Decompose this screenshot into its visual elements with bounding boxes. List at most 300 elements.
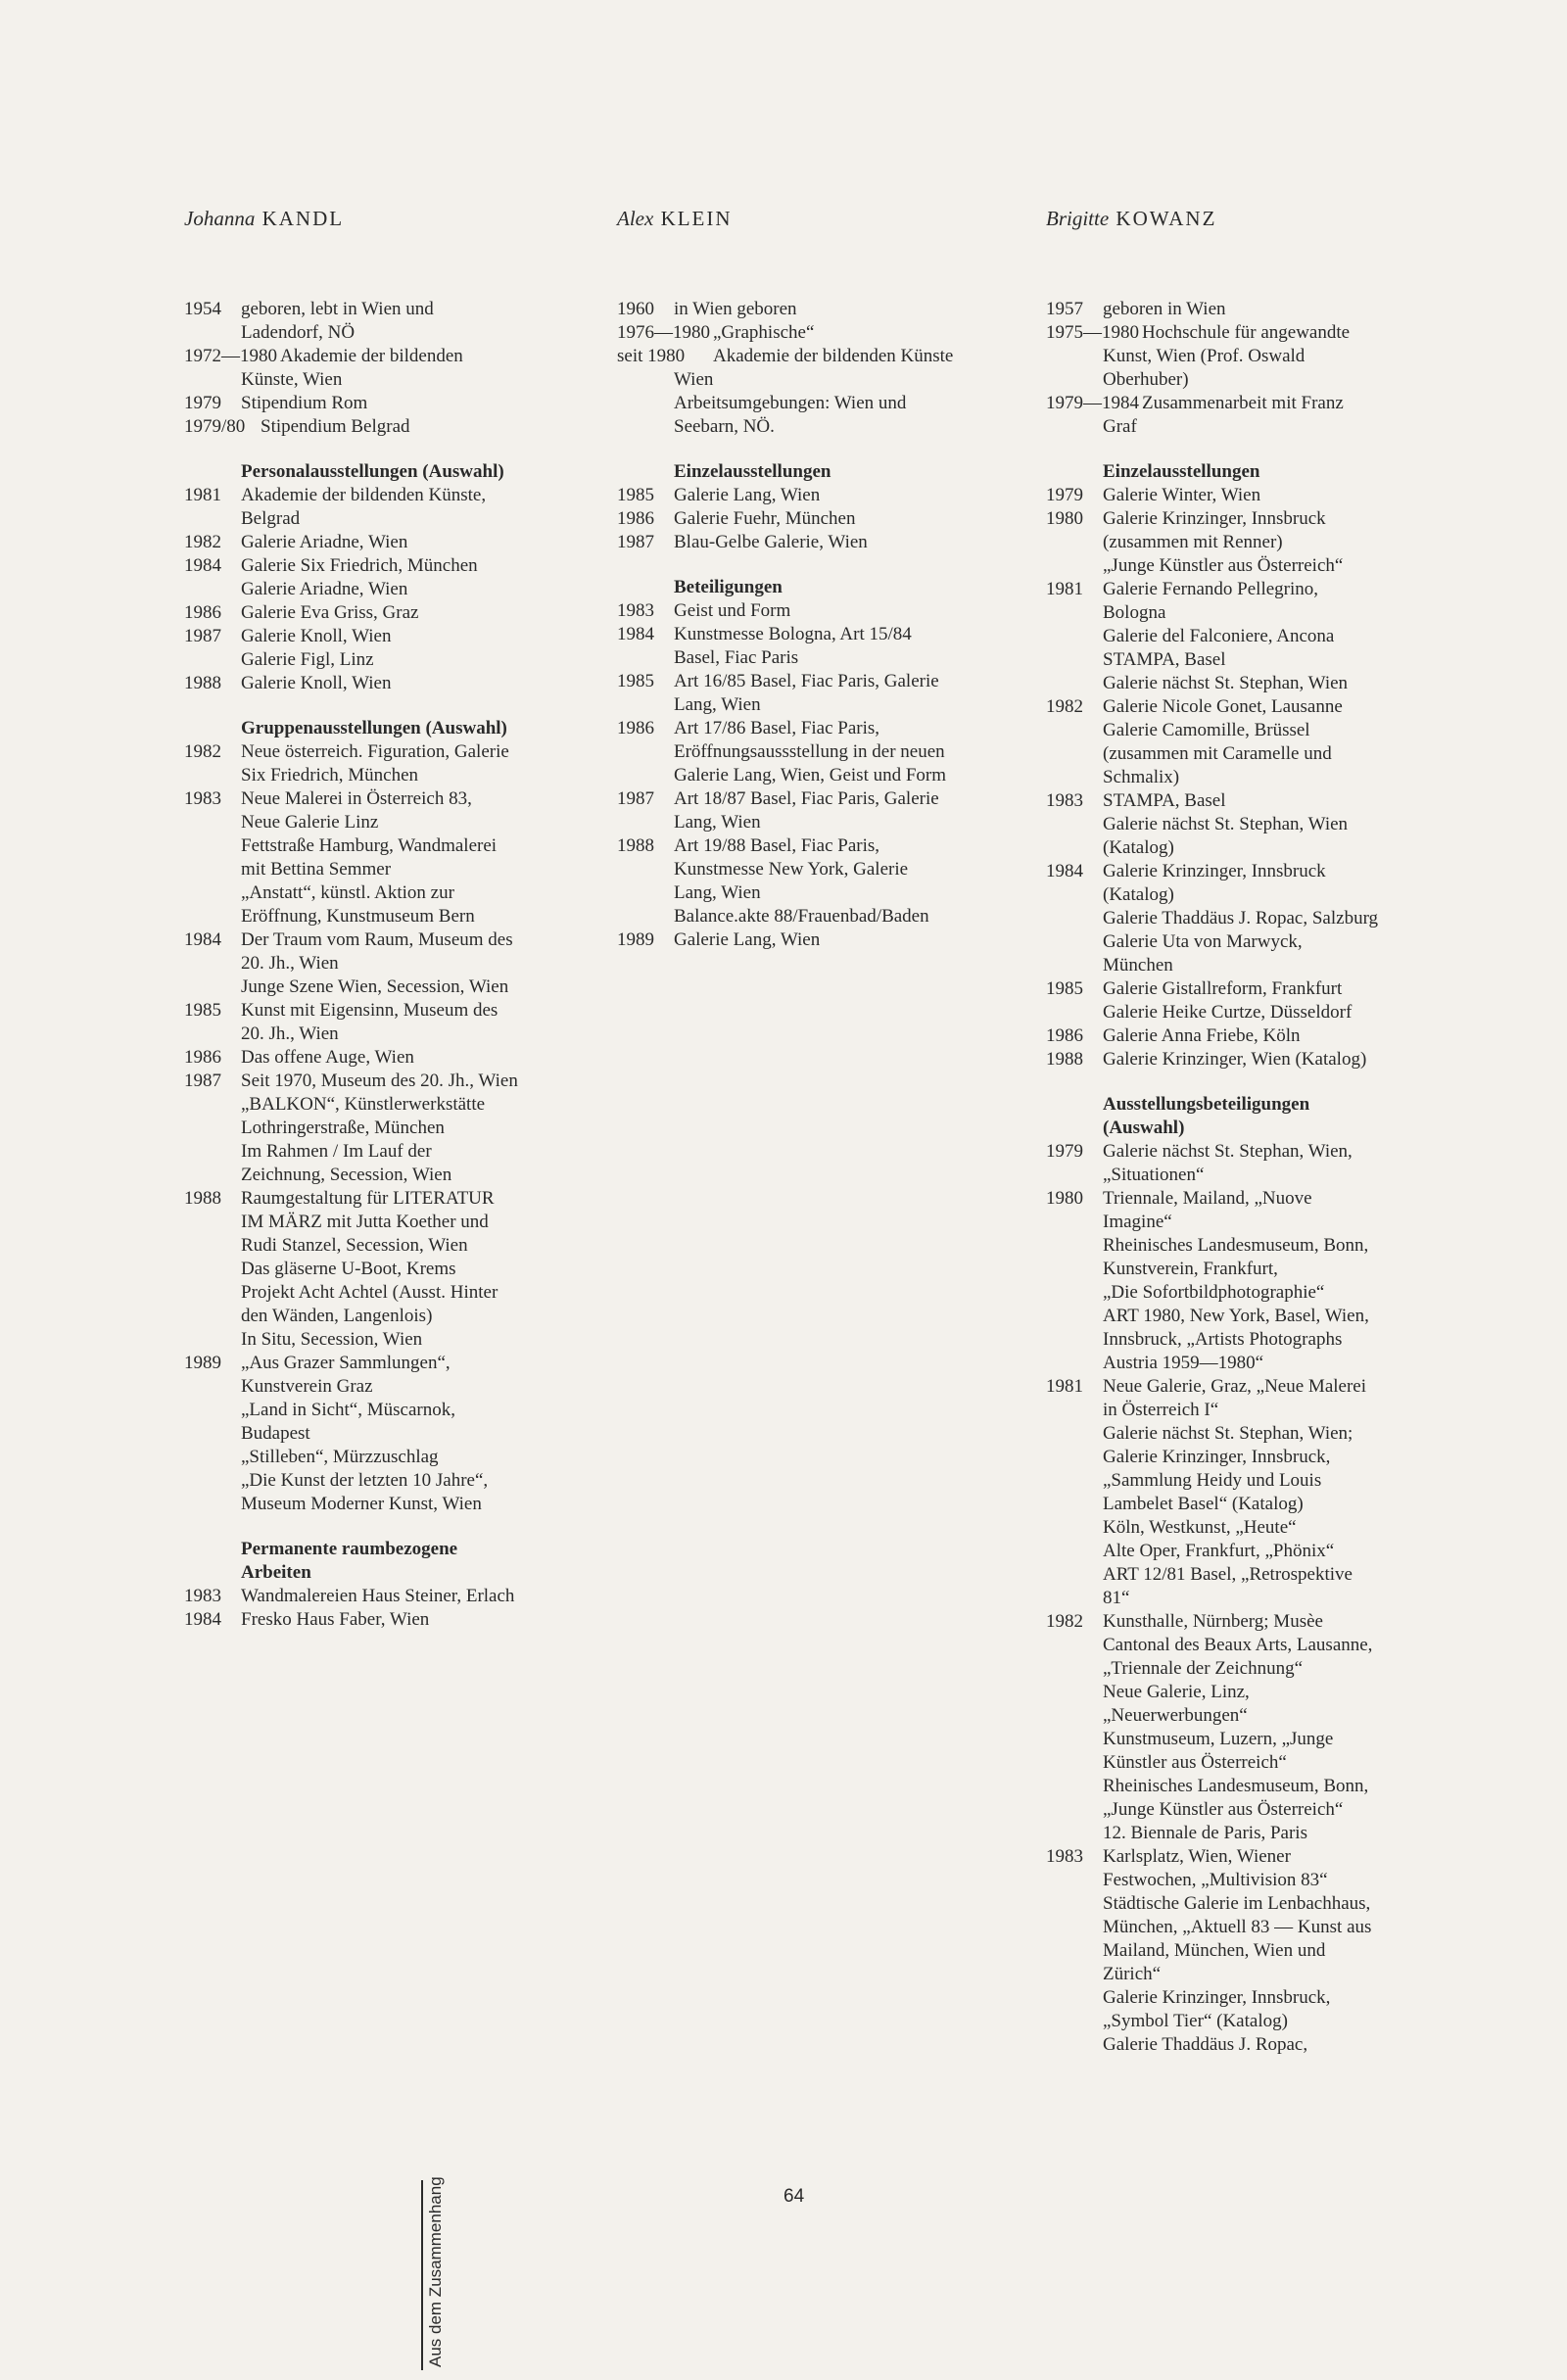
entry-text: Kunstmuseum, Luzern, „Junge [1103,1729,1334,1749]
entry-text: Galerie nächst St. Stephan, Wien [1103,673,1349,693]
entry-year: 1986 [617,718,654,738]
entry-year: 1983 [617,600,654,621]
entry-text: Akademie der bildenden [280,346,463,366]
entry-text: Galerie Nicole Gonet, Lausanne [1103,696,1343,717]
entry-text: Galerie Figl, Linz [241,649,374,670]
entry-row [1046,1001,1438,1024]
entry-year: 1984 [184,1609,221,1630]
artist-last-name: KOWANZ [1116,207,1217,230]
entry-text: Galerie Krinzinger, Innsbruck, [1103,1447,1331,1467]
entry-year: 1988 [1046,1049,1083,1070]
entry-text: Blau-Gelbe Galerie, Wien [674,532,868,552]
entry-row [1046,1963,1438,1986]
entry-text: Galerie Lang, Wien, Geist und Form [674,765,947,785]
entry-row [184,507,576,531]
entry-text: Kunstverein Graz [241,1376,373,1397]
entry-row [184,928,576,952]
entry-text: Galerie nächst St. Stephan, Wien [1103,814,1349,834]
entry-text: Budapest [241,1423,310,1444]
entry-year: 1984 [184,929,221,950]
entry-row [1046,1234,1438,1258]
entry-text: Galerie Ariadne, Wien [241,532,408,552]
entry-row [1046,1352,1438,1375]
entry-row [184,1023,576,1046]
entry-row [184,1608,576,1632]
entry-row [184,578,576,601]
entry-row [184,298,576,321]
entry-row [1046,368,1438,392]
entry-row [1046,1305,1438,1328]
entry-text: Akademie der bildenden Künste [713,346,954,366]
entry-year: 1981 [1046,1376,1083,1397]
entry-row [1046,813,1438,836]
entry-text: „Die Kunst der letzten 10 Jahre“, [241,1470,489,1491]
entry-text: Art 17/86 Basel, Fiac Paris, [674,718,880,738]
entry-row [617,321,1009,345]
entry-text: Lang, Wien [674,882,761,903]
entry-row [1046,1634,1438,1657]
entry-year: 1986 [184,602,221,623]
section-block [1046,298,1438,439]
entry-row [184,858,576,881]
entry-text: Zusammenarbeit mit Franz [1142,393,1344,413]
entry-text: ART 1980, New York, Basel, Wien, [1103,1306,1369,1326]
entry-row [1046,1657,1438,1681]
entry-row [1046,1587,1438,1610]
entry-text: Galerie Heike Curtze, Düsseldorf [1103,1002,1353,1023]
entry-row [1046,695,1438,719]
entry-year: 1985 [617,671,654,691]
entry-row [1046,601,1438,625]
entry-text: „Neuerwerbungen“ [1103,1705,1248,1726]
entry-year: 1976—1980 [617,322,710,343]
entry-year: 1987 [617,788,654,809]
entry-row [184,905,576,928]
section-heading: Einzelausstellungen [674,461,831,482]
section-heading: Ausstellungsbeteiligungen [1103,1094,1310,1115]
entry-text: Junge Szene Wien, Secession, Wien [241,976,509,997]
entry-text: Galerie Knoll, Wien [241,626,392,646]
section-block [617,460,1009,554]
entry-text: in Österreich I“ [1103,1400,1219,1420]
entry-text: Der Traum vom Raum, Museum des [241,929,513,950]
entry-text: „Land in Sicht“, Müscarnok, [241,1400,455,1420]
entry-row [1046,1869,1438,1892]
entry-row [184,811,576,834]
entry-row [184,1164,576,1187]
entry-text: Alte Oper, Frankfurt, „Phönix“ [1103,1541,1335,1561]
entry-row [184,1375,576,1399]
entry-text: „BALKON“, Künstlerwerkstätte [241,1094,486,1115]
section-block [184,298,576,439]
artist-first-name: Johanna [184,207,256,230]
entry-year: 1960 [617,299,654,319]
entry-row [1046,1939,1438,1963]
entry-text: Lambelet Basel“ (Katalog) [1103,1494,1304,1514]
entry-row [1046,298,1438,321]
entry-row [184,764,576,787]
entry-text: Kunstverein, Frankfurt, [1103,1259,1278,1279]
entry-text: Akademie der bildenden Künste, [241,485,487,505]
entry-row [617,834,1009,858]
entry-text: Galerie Thaddäus J. Ropac, Salzburg [1103,908,1379,928]
entry-row [184,1117,576,1140]
entry-row [617,507,1009,531]
entry-text: Künstler aus Österreich“ [1103,1752,1287,1773]
entry-year: 1972—1980 [184,346,277,366]
entry-row [617,484,1009,507]
entry-year: 1982 [1046,1611,1083,1632]
entry-row [1046,954,1438,977]
entry-text: Galerie Krinzinger, Wien (Katalog) [1103,1049,1367,1070]
entry-year: 1986 [1046,1025,1083,1046]
entry-text: Zeichnung, Secession, Wien [241,1165,452,1185]
entry-row [184,1328,576,1352]
entry-row [1046,484,1438,507]
entry-text: Projekt Acht Achtel (Ausst. Hinter [241,1282,499,1303]
entry-row [1046,766,1438,789]
entry-text: „Sammlung Heidy und Louis [1103,1470,1322,1491]
entry-row [617,764,1009,787]
entry-text: Seebarn, NÖ. [674,416,775,437]
entry-row [1046,1469,1438,1493]
entry-year: 1982 [1046,696,1083,717]
entry-row [184,1469,576,1493]
entry-row [1046,1493,1438,1516]
entry-row [1046,1986,1438,2010]
entry-text: Neue Galerie Linz [241,812,379,833]
entry-row [1046,883,1438,907]
entry-text: Köln, Westkunst, „Heute“ [1103,1517,1297,1538]
entry-text: Künste, Wien [241,369,343,390]
entry-text: ART 12/81 Basel, „Retrospektive [1103,1564,1353,1585]
section-block [1046,1093,1438,2057]
entry-row [1046,1610,1438,1634]
entry-text: Cantonal des Beaux Arts, Lausanne, [1103,1635,1373,1655]
entry-row [1046,672,1438,695]
entry-text: 20. Jh., Wien [241,1023,339,1044]
entry-year: 1981 [1046,579,1083,599]
section-block [184,717,576,1516]
entry-row [1046,1775,1438,1798]
entry-text: Imagine“ [1103,1212,1172,1232]
entry-text: Galerie nächst St. Stephan, Wien, [1103,1141,1353,1162]
entry-row [617,717,1009,740]
section-heading: Gruppenausstellungen (Auswahl) [241,718,507,738]
entry-row [184,1093,576,1117]
entry-text: Stipendium Rom [241,393,368,413]
entry-text: Eröffnung, Kunstmuseum Bern [241,906,475,927]
entry-row [1046,2010,1438,2033]
entry-year: seit 1980 [617,346,686,366]
entry-text: Rheinisches Landesmuseum, Bonn, [1103,1776,1369,1796]
section-heading: Personalausstellungen (Auswahl) [241,461,504,482]
entry-year: 1984 [1046,861,1083,881]
entry-year: 1984 [617,624,654,644]
entry-text: den Wänden, Langenlois) [241,1306,433,1326]
entry-row [1046,1563,1438,1587]
entry-row [184,881,576,905]
entry-row [184,1585,576,1608]
section-block [184,1538,576,1632]
entry-row [1046,1024,1438,1048]
entry-text: Kunst mit Eigensinn, Museum des [241,1000,499,1021]
entry-text: Art 18/87 Basel, Fiac Paris, Galerie [674,788,939,809]
entry-row [1046,625,1438,648]
entry-text: Neue Malerei in Österreich 83, [241,788,472,809]
artist-first-name: Brigitte [1046,207,1110,230]
entry-row [617,787,1009,811]
entry-text: Zürich“ [1103,1964,1162,1984]
entry-row [1046,1728,1438,1751]
entry-text: „Situationen“ [1103,1165,1205,1185]
entry-text: Das gläserne U-Boot, Krems [241,1259,456,1279]
entry-text: Galerie Fuehr, München [674,508,856,529]
entry-text: Galerie nächst St. Stephan, Wien; [1103,1423,1353,1444]
entry-year: 1985 [184,1000,221,1021]
entry-text: STAMPA, Basel [1103,649,1226,670]
entry-row [184,1258,576,1281]
entry-year: 1979 [1046,485,1083,505]
entry-year: 1983 [184,788,221,809]
entry-text: Lang, Wien [674,694,761,715]
entry-row [184,1046,576,1070]
entry-text: Six Friedrich, München [241,765,419,785]
entry-row [184,1422,576,1446]
entry-row [184,648,576,672]
artist-last-name: KANDL [261,207,345,230]
entry-row [617,345,1009,368]
entry-text: Kunstmesse Bologna, Art 15/84 [674,624,912,644]
entry-row [184,1140,576,1164]
entry-text: Lothringerstraße, München [241,1118,445,1138]
entry-row [184,787,576,811]
entry-text: Stipendium Belgrad [261,416,410,437]
entry-year: 1979 [184,393,221,413]
entry-row [1046,1164,1438,1187]
entry-text: „Triennale der Zeichnung“ [1103,1658,1303,1679]
entry-text: „Stilleben“, Mürzzuschlag [241,1447,439,1467]
entry-year: 1983 [184,1586,221,1606]
entry-year: 1957 [1046,299,1083,319]
entry-row [617,415,1009,439]
entry-text: Galerie Krinzinger, Innsbruck [1103,861,1326,881]
entry-year: 1975—1980 [1046,322,1139,343]
entry-row [617,531,1009,554]
entry-text: Art 19/88 Basel, Fiac Paris, [674,835,880,856]
entry-text: Triennale, Mailand, „Nuove [1103,1188,1312,1209]
entry-row [184,1493,576,1516]
entry-row [184,952,576,976]
section-block [617,298,1009,439]
entry-text: „Graphische“ [713,322,815,343]
entry-text: Galerie del Falconiere, Ancona [1103,626,1335,646]
entry-row [1046,531,1438,554]
entry-row [617,599,1009,623]
entry-text: Rudi Stanzel, Secession, Wien [241,1235,468,1256]
entry-year: 1987 [184,1071,221,1091]
entry-row [617,881,1009,905]
entry-text: Rheinisches Landesmuseum, Bonn, [1103,1235,1369,1256]
entry-text: geboren in Wien [1103,299,1226,319]
entry-text: Galerie Camomille, Brüssel [1103,720,1310,740]
entry-row [617,740,1009,764]
entry-row [1046,1187,1438,1211]
entry-year: 1986 [617,508,654,529]
entry-year: 1983 [1046,1846,1083,1867]
entry-text: Galerie Fernando Pellegrino, [1103,579,1319,599]
entry-row [184,740,576,764]
entry-text: IM MÄRZ mit Jutta Koether und [241,1212,489,1232]
entry-text: Oberhuber) [1103,369,1189,390]
entry-text: München [1103,955,1173,976]
entry-row [1046,789,1438,813]
entry-row [1046,1704,1438,1728]
series-marker [421,2176,447,2370]
section-block [184,460,576,695]
entry-row [617,811,1009,834]
entry-text: Galerie Gistallreform, Frankfurt [1103,978,1343,999]
entry-text: Galerie Six Friedrich, München [241,555,478,576]
entry-row [184,554,576,578]
entry-row [184,601,576,625]
entry-text: In Situ, Secession, Wien [241,1329,423,1350]
entry-row [617,623,1009,646]
entry-year: 1989 [184,1353,221,1373]
entry-row [184,484,576,507]
entry-row [617,392,1009,415]
series-label: Aus dem Zusammenhang [426,2176,445,2367]
entry-text: Galerie Thaddäus J. Ropac, [1103,2034,1308,2055]
entry-year: 1988 [184,1188,221,1209]
entry-text: Hochschule für angewandte [1142,322,1351,343]
artist-name [617,207,733,231]
entry-year: 1980 [1046,508,1083,529]
entry-text: „Junge Künstler aus Österreich“ [1103,1799,1344,1820]
entry-row [184,345,576,368]
section-block [617,576,1009,952]
entry-text: Fresko Haus Faber, Wien [241,1609,430,1630]
entry-year: 1981 [184,485,221,505]
entry-row [1046,1446,1438,1469]
entry-row [1046,719,1438,742]
entry-row [184,1399,576,1422]
entry-year: 1980 [1046,1188,1083,1209]
entry-text: Galerie Krinzinger, Innsbruck [1103,508,1326,529]
artist-name [1046,207,1216,231]
entry-text: (Katalog) [1103,837,1174,858]
section-heading: Permanente raumbezogene [241,1539,458,1559]
entry-text: Festwochen, „Multivision 83“ [1103,1870,1328,1890]
entry-row [184,672,576,695]
entry-year: 1984 [184,555,221,576]
section-heading: Beteiligungen [674,577,783,597]
entry-row [184,1187,576,1211]
entry-year: 1988 [184,673,221,693]
entry-text: Innsbruck, „Artists Photographs [1103,1329,1343,1350]
entry-text: Geist und Form [674,600,791,621]
entry-text: Im Rahmen / Im Lauf der [241,1141,432,1162]
entry-row [184,1281,576,1305]
entry-row [1046,1211,1438,1234]
entry-text: Arbeitsumgebungen: Wien und [674,393,907,413]
entry-year: 1985 [617,485,654,505]
entry-row [1046,1422,1438,1446]
entry-text: Balance.akte 88/Frauenbad/Baden [674,906,929,927]
entry-text: Galerie Eva Griss, Graz [241,602,419,623]
artist-name [184,207,344,231]
artist-first-name: Alex [617,207,654,230]
entry-row [1046,345,1438,368]
entry-row [1046,1281,1438,1305]
entry-row [617,646,1009,670]
entry-row [617,368,1009,392]
entry-text: Basel, Fiac Paris [674,647,799,668]
entry-text: 20. Jh., Wien [241,953,339,974]
entry-row [184,415,576,439]
page-number: 64 [784,2186,805,2207]
entry-row [184,1446,576,1469]
entry-text: (zusammen mit Caramelle und [1103,743,1332,764]
entry-row [1046,1798,1438,1822]
section-heading: Einzelausstellungen [1103,461,1260,482]
entry-row [1046,1399,1438,1422]
entry-text: „Junge Künstler aus Österreich“ [1103,555,1344,576]
entry-text: Galerie Lang, Wien [674,929,821,950]
entry-row [617,298,1009,321]
entry-text: 81“ [1103,1588,1130,1608]
entry-row [184,531,576,554]
entry-text: Galerie Lang, Wien [674,485,821,505]
entry-row [184,1234,576,1258]
section-heading: Arbeiten [241,1562,311,1583]
entry-row [184,392,576,415]
entry-row [1046,836,1438,860]
entry-year: 1982 [184,532,221,552]
entry-row [184,1211,576,1234]
entry-row [617,858,1009,881]
entry-row [1046,930,1438,954]
entry-year: 1987 [184,626,221,646]
entry-text: Eröffnungsaussstellung in der neuen [674,741,945,762]
entry-text: Galerie Ariadne, Wien [241,579,408,599]
entry-row [1046,321,1438,345]
entry-row [184,976,576,999]
entry-text: Bologna [1103,602,1166,623]
entry-text: Neue österreich. Figuration, Galerie [241,741,509,762]
entry-row [1046,1916,1438,1939]
entry-year: 1954 [184,299,221,319]
entry-text: „Aus Grazer Sammlungen“, [241,1353,451,1373]
entry-text: „Anstatt“, künstl. Aktion zur [241,882,454,903]
entry-row [1046,860,1438,883]
entry-row [1046,1845,1438,1869]
entry-text: Art 16/85 Basel, Fiac Paris, Galerie [674,671,939,691]
entry-text: Das offene Auge, Wien [241,1047,414,1068]
entry-year: 1982 [184,741,221,762]
entry-row [184,625,576,648]
entry-text: „Die Sofortbildphotographie“ [1103,1282,1325,1303]
entry-row [1046,1048,1438,1071]
entry-row [1046,507,1438,531]
entry-text: Kunst, Wien (Prof. Oswald [1103,346,1306,366]
artist-last-name: KLEIN [660,207,733,230]
entry-row [1046,1328,1438,1352]
entry-text: Städtische Galerie im Lenbachhaus, [1103,1893,1371,1914]
entry-year: 1987 [617,532,654,552]
entry-text: Galerie Winter, Wien [1103,485,1261,505]
entry-row [617,670,1009,693]
